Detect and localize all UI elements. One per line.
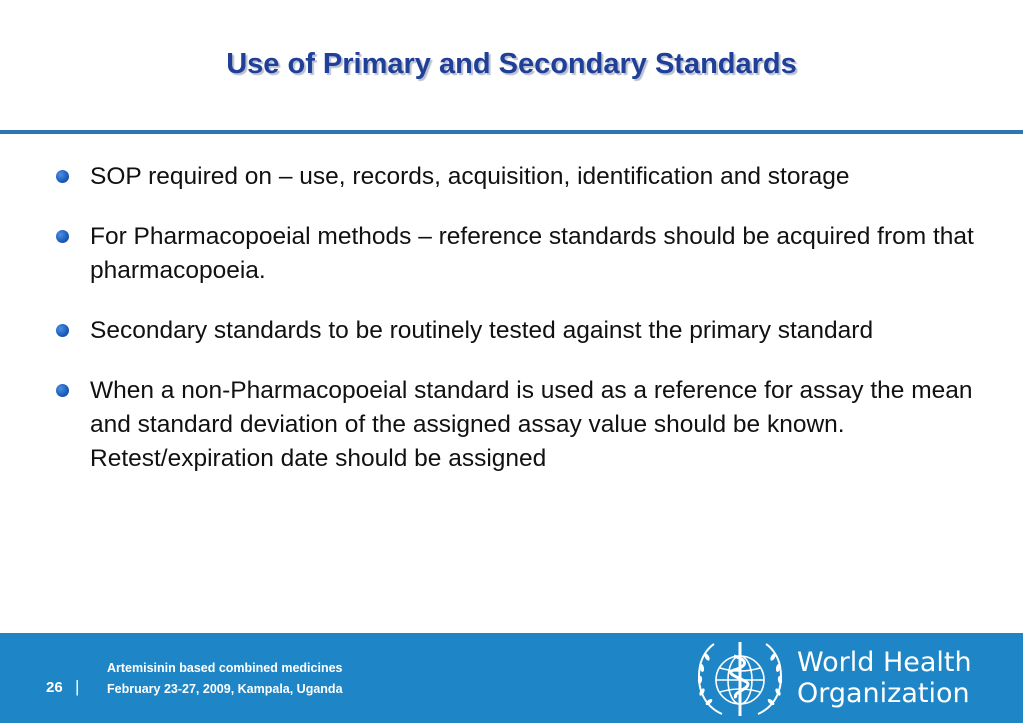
bullet-item-4 [52, 374, 982, 476]
bullet-item-1 [52, 160, 982, 194]
bullet-dot-icon [56, 324, 69, 337]
title-divider [0, 130, 1023, 134]
who-name-line2: Organization [797, 678, 970, 709]
slide-title: Use of Primary and Secondary Standards [226, 48, 797, 80]
bullet-dot-icon [56, 384, 69, 397]
bullet-text: When a non-Pharmacopoeial standard is used as a reference for assay the mean and standard deviation of the assigned assay value should be known. Retest/expiration date should be assigned [90, 377, 973, 472]
bullet-text: Secondary standards to be routinely tested against the primary standard [90, 317, 874, 344]
footer-bar [0, 633, 1023, 723]
who-emblem-icon [692, 636, 788, 720]
page-separator: | [75, 677, 80, 696]
bullet-item-2 [52, 220, 982, 288]
page-number: 26 [46, 679, 63, 696]
bullet-item-3 [52, 314, 982, 348]
bullet-text: SOP required on – use, records, acquisition, identification and storage [90, 163, 850, 190]
who-wordmark [797, 647, 972, 709]
who-name-line1: World Health [797, 647, 972, 678]
bullet-dot-icon [56, 170, 69, 183]
footer-event-date-location: February 23-27, 2009, Kampala, Uganda [107, 682, 343, 696]
footer-event-title: Artemisinin based combined medicines [107, 661, 343, 675]
bullet-text: For Pharmacopoeial methods – reference standards should be acquired from that pharmacopoeia. [90, 223, 974, 284]
bullet-list [52, 160, 982, 502]
bullet-dot-icon [56, 230, 69, 243]
